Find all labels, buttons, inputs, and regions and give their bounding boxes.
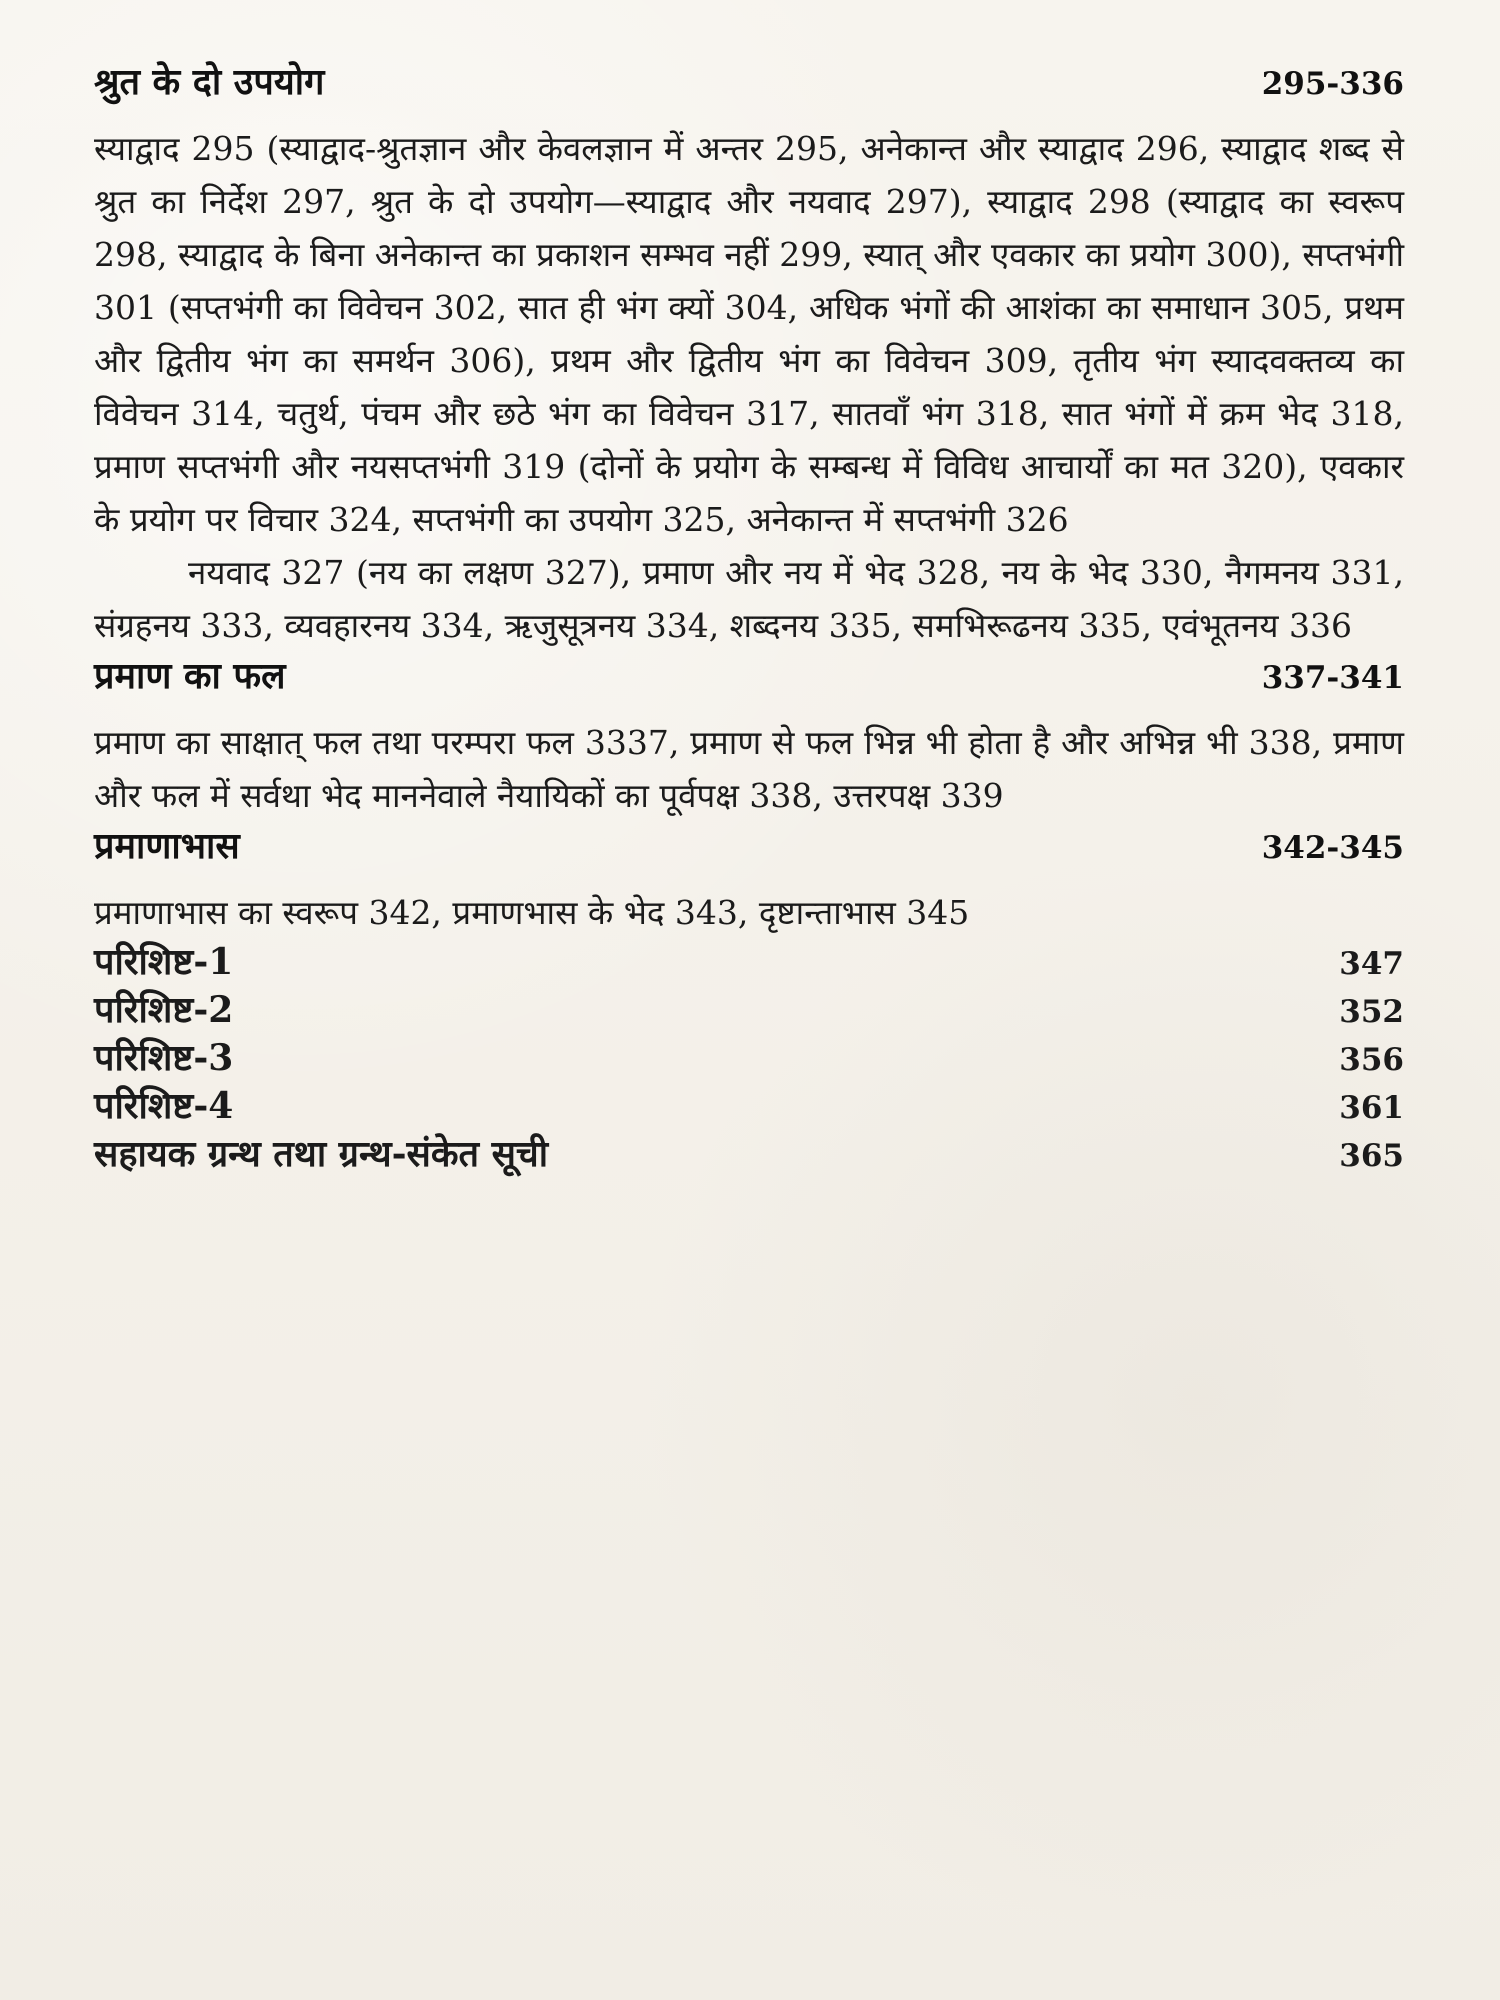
- appendix-page: 347: [1339, 946, 1404, 982]
- section-description-continued: नयवाद 327 (नय का लक्षण 327), प्रमाण और नय में भेद 328, नय के भेद 330, नैगमनय 331, संग्रहनय 333, व्यवहारनय 334, ऋजुसूत्रनय 334, शब्दनय 335, समभिरूढनय 335, एवंभूतनय 336: [94, 553, 1404, 645]
- table-of-contents: [94, 58, 1404, 1179]
- section-page-range: 337-341: [1261, 660, 1404, 696]
- section-description: प्रमाण का साक्षात् फल तथा परम्परा फल 3337, प्रमाण से फल भिन्न भी होता है और अभिन्न भी 338, प्रमाण और फल में सर्वथा भेद माननेवाले नैयायिकों का पूर्वपक्ष 338, उत्तरपक्ष 339: [94, 723, 1404, 815]
- appendix-1-entry: [94, 939, 1404, 987]
- appendix-title: परिशिष्ट-2: [94, 989, 234, 1031]
- section-heading: [94, 652, 1404, 702]
- appendix-3-entry: [94, 1035, 1404, 1083]
- section-description: प्रमाणाभास का स्वरूप 342, प्रमाणभास के भेद 343, दृष्टान्ताभास 345: [94, 893, 970, 932]
- appendix-page: 352: [1339, 994, 1404, 1030]
- appendix-page: 361: [1339, 1090, 1404, 1126]
- section-description: स्याद्वाद 295 (स्याद्वाद-श्रुतज्ञान और केवलज्ञान में अन्तर 295, अनेकान्त और स्याद्वाद 296, स्याद्वाद शब्द से श्रुत का निर्देश 297, श्रुत के दो उपयोग—स्याद्वाद और नयवाद 297), स्याद्वाद 298 (स्याद्वाद का स्वरूप 298, स्याद्वाद के बिना अनेकान्त का प्रकाशन सम्भव नहीं 299, स्यात् और एवकार का प्रयोग 300), सप्तभंगी 301 (सप्तभंगी का विवेचन 302, सात ही भंग क्यों 304, अधिक भंगों की आशंका का समाधान 305, प्रथम और द्वितीय भंग का समर्थन 306), प्रथम और द्वितीय भंग का विवेचन 309, तृतीय भंग स्यादवक्तव्य का विवेचन 314, चतुर्थ, पंचम और छठे भंग का विवेचन 317, सातवाँ भंग 318, सात भंगों में क्रम भेद 318, प्रमाण सप्तभंगी और नयसप्तभंगी 319 (दोनों के प्रयोग के सम्बन्ध में विविध आचार्यों का मत 320), एवकार के प्रयोग पर विचार 324, सप्तभंगी का उपयोग 325, अनेकान्त में सप्तभंगी 326: [94, 129, 1404, 539]
- section-pramanabhas: [94, 822, 1404, 939]
- section-page-range: 342-345: [1261, 830, 1404, 866]
- section-shruta-ke-do-upayog: [94, 58, 1404, 652]
- appendix-title: परिशिष्ट-4: [94, 1085, 234, 1127]
- appendix-title: परिशिष्ट-3: [94, 1037, 234, 1079]
- section-title: प्रमाण का फल: [94, 655, 286, 697]
- appendix-page: 356: [1339, 1042, 1404, 1078]
- appendix-page: 365: [1339, 1138, 1404, 1174]
- section-title: प्रमाणाभास: [94, 825, 240, 867]
- section-heading: [94, 58, 1404, 108]
- section-pramana-ka-phal: [94, 652, 1404, 822]
- appendix-2-entry: [94, 987, 1404, 1035]
- bibliography-entry: [94, 1131, 1404, 1179]
- appendix-4-entry: [94, 1083, 1404, 1131]
- section-page-range: 295-336: [1261, 66, 1404, 102]
- section-heading: [94, 822, 1404, 872]
- section-title: श्रुत के दो उपयोग: [94, 61, 325, 103]
- appendix-title: परिशिष्ट-1: [94, 941, 234, 983]
- appendix-title: सहायक ग्रन्थ तथा ग्रन्थ-संकेत सूची: [94, 1133, 549, 1175]
